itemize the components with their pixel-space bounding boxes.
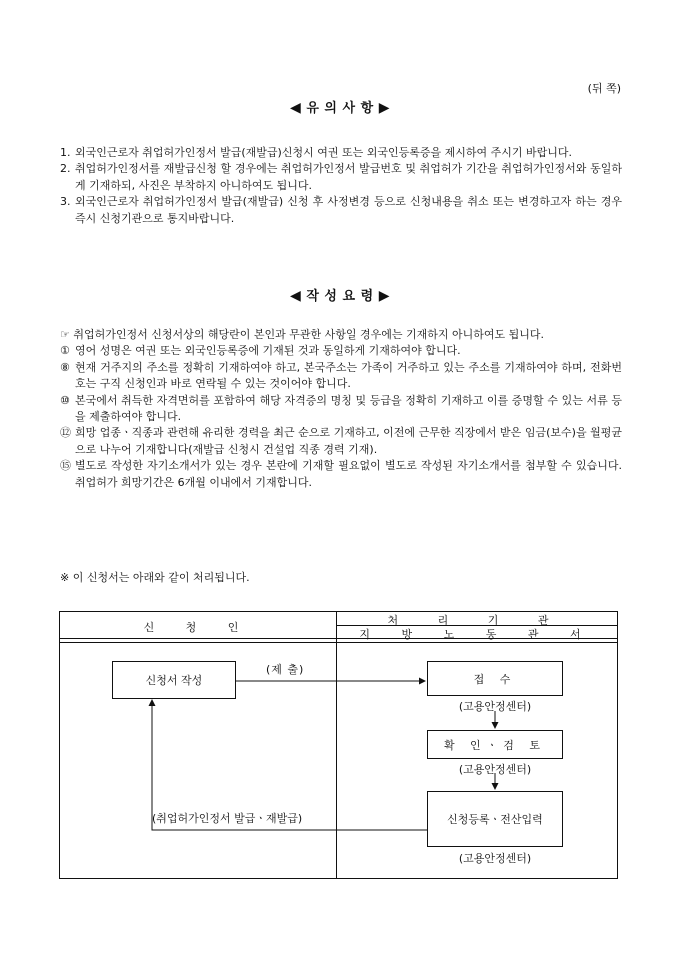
writing-item [60,393,622,426]
notes-item [60,194,622,227]
process-note: ※ 이 신청서는 아래와 같이 처리됩니다. [60,571,250,584]
writing-item-text: 영어 성명은 여권 또는 외국인등록증에 기재된 것과 동일하게 기재하여야 합니다. [75,344,461,358]
header-processor: 처 리 기 관 [387,614,567,627]
right-triangle-icon: ▶ [378,100,390,116]
sub-check: (고용안정센터) [458,763,532,776]
writing-item-number: ⑩ [60,393,70,407]
sub-receive: (고용안정센터) [458,700,532,713]
notes-title-text: 유 의 사 항 [306,101,374,116]
writing-list [60,327,622,491]
left-triangle-icon: ◀ [290,100,302,116]
process-flow-table [59,611,618,879]
box-apply-label: 신청서 작성 [145,674,203,687]
box-register [427,791,563,847]
notes-item-text: 외국인근로자 취업허가인정서 발급(재발급) 신청 후 사정변경 등으로 신청내용을 취소 또는 변경하고자 하는 경우 즉시 신청기관으로 통지바랍니다. [75,195,622,225]
writing-item-text: 현재 거주지의 주소를 정확히 기재하여야 하고, 본국주소는 가족이 거주하고 있는 주소를 기재하여야 하며, 전화번호는 구직 신청인과 바로 연락될 수 있는 것이어야 합니다. [75,360,622,391]
writing-section-title [0,285,680,304]
notes-item-text: 취업허가인정서를 재발급신청 할 경우에는 취업허가인정서 발급번호 및 취업허가 기간을 취업허가인정서와 동일하게 기재하되, 사진은 부착하지 아니하여도 됩니다. [75,162,622,192]
notes-list [60,145,622,227]
writing-item-text: 희망 업종ㆍ직종과 관련해 유리한 경력을 최근 순으로 기재하고, 이전에 근무한 직장에서 받은 임금(보수)을 월평균으로 나누어 기재합니다(재발급 신청시 건설업 직종 경력 기재). [75,426,622,456]
box-apply [112,661,236,699]
writing-notice: ☞ 취업허가인정서 신청서상의 해당란이 본인과 무관한 사항일 경우에는 기재하지 아니하여도 됩니다. [60,328,544,341]
back-side-label: (뒤 쪽) [587,82,621,95]
label-issue: (취업허가인정서 발급ㆍ재발급) [152,812,303,825]
box-check [427,730,563,759]
box-receive-label: 접 수 [473,672,517,686]
notes-item [60,161,622,194]
header-applicant: 신 청 인 [143,621,253,634]
box-register-label: 신청등록ㆍ전산입력 [447,813,543,826]
writing-title-text: 작 성 요 령 [306,289,374,304]
notes-item [60,145,622,161]
header-department: 지 방 노 동 관 서 [359,628,595,641]
writing-item [60,360,622,393]
writing-item-number: ⑧ [60,360,70,374]
writing-item [60,343,622,359]
notes-item-number: 2. [60,162,71,176]
writing-item [60,458,622,491]
notes-section-title [0,97,680,116]
label-submit: (제 출) [266,663,305,676]
notes-item-text: 외국인근로자 취업허가인정서 발급(재발급)신청시 여권 또는 외국인등록증을 제시하여 주시기 바랍니다. [75,146,572,159]
right-triangle-icon: ▶ [378,288,390,304]
notes-item-number: 3. [60,195,71,209]
sub-register: (고용안정센터) [458,852,532,865]
box-check-label: 확 인ㆍ검 토 [443,738,547,752]
notes-item-number: 1. [60,146,71,159]
writing-item-number: ① [60,344,70,358]
left-triangle-icon: ◀ [290,288,302,304]
writing-item-text: 본국에서 취득한 자격면허를 포함하여 해당 자격증의 명칭 및 등급을 정확히 기재하고 이를 증명할 수 있는 서류 등을 제출하여야 합니다. [75,393,622,424]
writing-item-number: ⑫ [60,426,71,440]
box-receive [427,661,563,696]
writing-item-number: ⑮ [60,459,71,473]
writing-item-text: 별도로 작성한 자기소개서가 있는 경우 본란에 기재할 필요없이 별도로 작성된 자기소개서를 첨부할 수 있습니다. 취업허가 희망기간은 6개월 이내에서 기재합니다. [75,459,622,489]
writing-item [60,425,622,458]
